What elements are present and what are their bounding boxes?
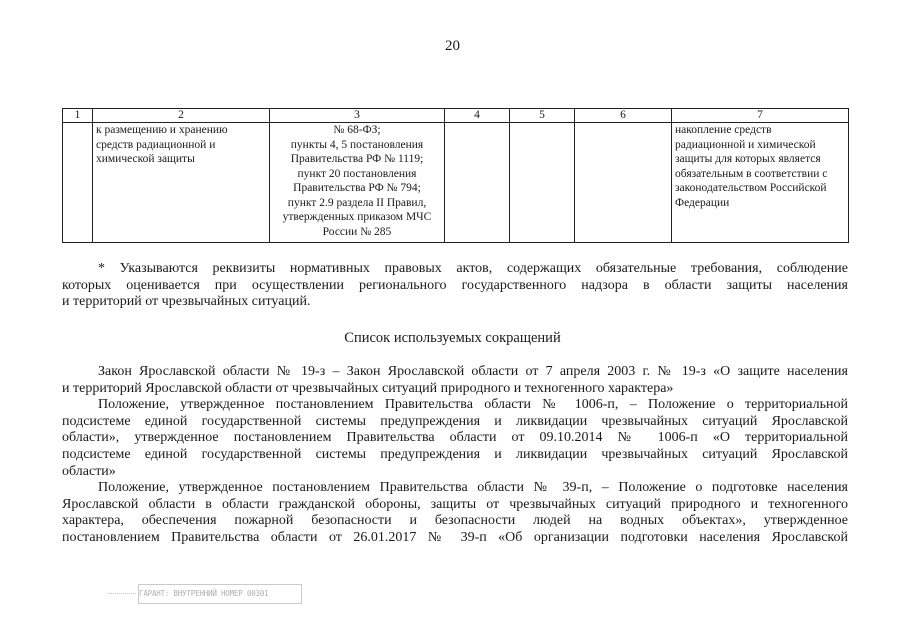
cell-text-line: к размещению и хранению [96,124,228,136]
abbreviation-line: Положение, утвержденное постановлением Правительства области № 1006-п, – Положение о территориальной [98,397,848,413]
cell-text-line: законодательством Российской [675,182,827,194]
column-number-2: 2 [93,109,270,123]
cell-text-line: Федерации [675,196,730,209]
column-number-5: 5 [510,109,575,123]
abbreviation-line: Положение, утвержденное постановлением Правительства области № 39-п, – Положение о подготовке населения [98,480,848,496]
abbreviation-line: постановлением Правительства области от 26.01.2017 № 39-п «Об организации подготовки населения Ярославской [62,529,848,545]
requirements-table [62,108,849,243]
abbreviation-line: области» [62,463,116,479]
table-header-row [63,109,849,123]
cell-text-line: обязательным в соответствии с [675,167,828,180]
column-number-4: 4 [445,109,510,123]
column-number-7: 7 [672,109,849,123]
registration-stamp: ГАРАНТ: ВНУТРЕННИЙ НОМЕР 00301 [138,584,302,604]
footnote-line: которых оценивается при осуществлении регионального государственного надзора в области защиты населения [62,277,848,293]
cell-text-line: радиационной и химической [675,138,816,151]
stamp-dotted-line [108,593,136,594]
table-cell-col3 [270,123,445,243]
abbreviation-line: Закон Ярославской области № 19-з – Закон Ярославской области от 7 апреля 2003 г. № 19-з «О защите населения [98,364,848,379]
cell-text-line: Правительства РФ № 794; [293,182,421,194]
cell-text-line: № 68-ФЗ; [333,124,381,136]
footnote-line: * Указываются реквизиты нормативных правовых актов, содержащих обязательные требования, соблюдение [98,261,848,276]
table-cell-col5 [510,123,575,243]
table-cell-col1 [63,123,93,243]
column-number-6: 6 [575,109,672,123]
column-number-3: 3 [270,109,445,123]
footnote [62,261,848,311]
cell-text-line: пункт 20 постановления [297,167,417,180]
table-row [63,123,849,243]
abbreviation-line: Ярославской области в области гражданской обороны, защиты от чрезвычайных ситуаций природного и техногенного [62,496,848,512]
table-cell-col7 [672,123,849,243]
footnote-line: и территорий от чрезвычайных ситуаций. [62,294,311,310]
table-cell-col6 [575,123,672,243]
cell-text-line: средств радиационной и [96,138,216,151]
abbreviation-line: подсистеме единой государственной системы предупреждения и ликвидации чрезвычайных ситуаций Ярославской [62,446,848,462]
abbreviation-line: области», утвержденное постановлением Правительства области от 09.10.2014 № 1006-п «О территориальной [62,430,848,446]
cell-text-line: утвержденных приказом МЧС [282,211,432,223]
table-cell-col2 [93,123,270,243]
abbreviations-heading: Список используемых сокращений [344,330,561,346]
cell-text-line: химической защиты [96,153,195,165]
abbreviation-line: характера, обеспечения пожарной безопасности и безопасности людей на водных объектах», утвержденное [62,513,848,529]
abbreviations-list [62,364,848,547]
column-number-1: 1 [63,109,93,123]
cell-text-line: России № 285 [322,225,392,238]
cell-text-line: Правительства РФ № 1119; [290,153,424,165]
cell-text-line: пункты 4, 5 постановления [290,138,424,151]
abbreviation-line: подсистеме единой государственной системы предупреждения и ликвидации чрезвычайных ситуаций Ярославской [62,413,848,429]
cell-text-line: накопление средств [675,124,772,136]
page-number: 20 [445,38,460,54]
cell-text-line: пункт 2.9 раздела II Правил, [287,196,427,209]
table-cell-col4 [445,123,510,243]
abbreviation-line: и территорий Ярославской области от чрезвычайных ситуаций природного и техногенного характера» [62,380,674,396]
cell-text-line: защиты для которых является [675,153,821,165]
